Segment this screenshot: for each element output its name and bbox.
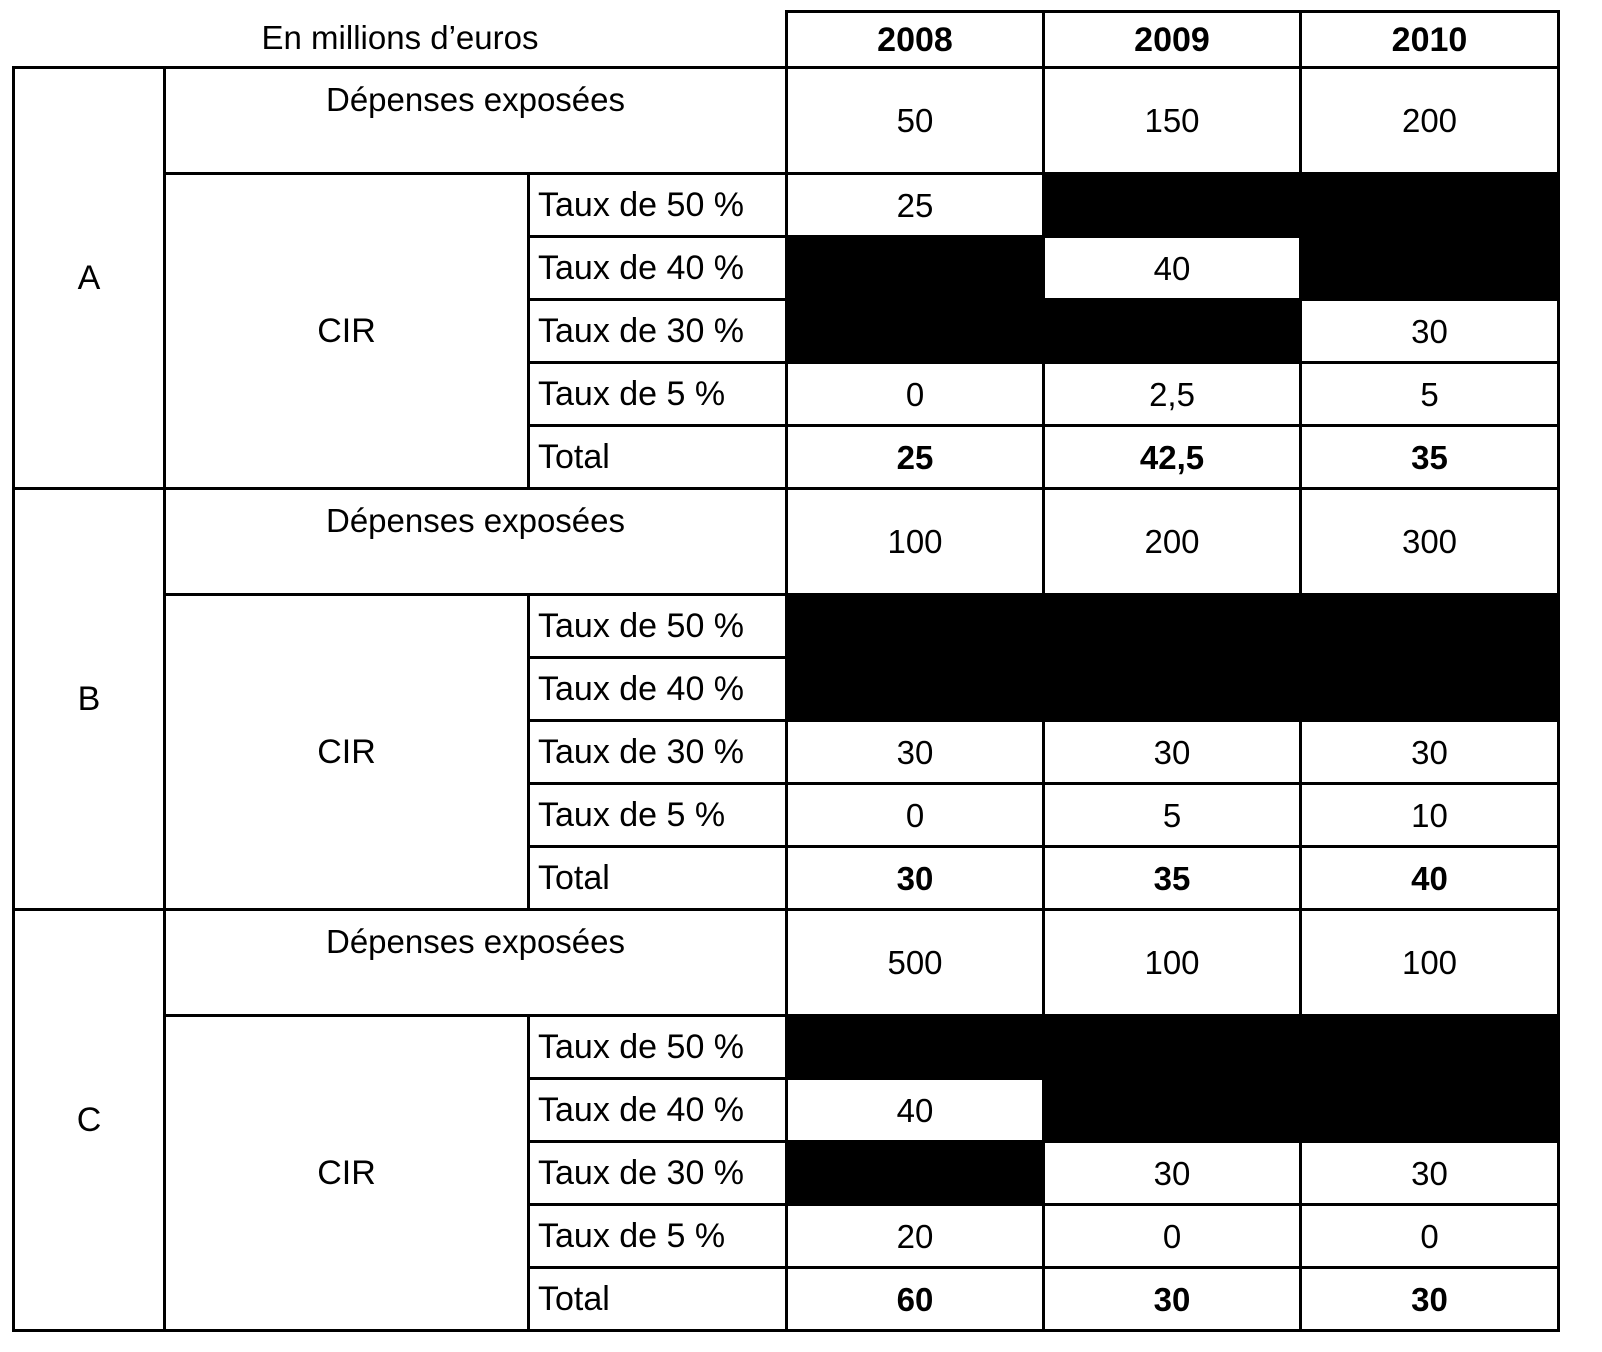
total-value: 35 [1301, 426, 1559, 489]
depenses-row [14, 910, 1559, 1016]
rate-row [14, 1016, 1559, 1079]
rate-value: 0 [1301, 1205, 1559, 1268]
rate-label: Taux de 40 % [529, 237, 787, 300]
rate-label: Taux de 50 % [529, 595, 787, 658]
depenses-label: Dépenses exposées [165, 68, 787, 174]
total-value: 42,5 [1044, 426, 1301, 489]
rate-value: 30 [1301, 300, 1559, 363]
total-value: 60 [787, 1268, 1044, 1331]
shaded-cell [787, 595, 1044, 658]
rate-value: 30 [1301, 721, 1559, 784]
shaded-cell [1301, 595, 1559, 658]
shaded-cell [1301, 237, 1559, 300]
depenses-value: 150 [1044, 68, 1301, 174]
rate-value: 0 [787, 784, 1044, 847]
total-value: 25 [787, 426, 1044, 489]
rate-value: 2,5 [1044, 363, 1301, 426]
rate-row [14, 174, 1559, 237]
rate-value: 0 [787, 363, 1044, 426]
shaded-cell [787, 300, 1044, 363]
total-label: Total [529, 426, 787, 489]
rate-label: Taux de 30 % [529, 1142, 787, 1205]
cir-label: CIR [165, 595, 529, 910]
rate-value: 40 [1044, 237, 1301, 300]
rate-value: 10 [1301, 784, 1559, 847]
depenses-value: 100 [787, 489, 1044, 595]
depenses-value: 100 [1044, 910, 1301, 1016]
header-row [14, 12, 1559, 68]
rate-label: Taux de 50 % [529, 1016, 787, 1079]
rate-value: 30 [1044, 1142, 1301, 1205]
shaded-cell [787, 1016, 1044, 1079]
depenses-value: 100 [1301, 910, 1559, 1016]
rate-value: 0 [1044, 1205, 1301, 1268]
total-value: 40 [1301, 847, 1559, 910]
shaded-cell [1044, 1016, 1301, 1079]
rate-value: 25 [787, 174, 1044, 237]
depenses-value: 50 [787, 68, 1044, 174]
company-label: B [14, 489, 165, 910]
depenses-row [14, 489, 1559, 595]
shaded-cell [1301, 658, 1559, 721]
shaded-cell [1301, 1016, 1559, 1079]
depenses-value: 300 [1301, 489, 1559, 595]
depenses-label: Dépenses exposées [165, 910, 787, 1016]
shaded-cell [787, 658, 1044, 721]
rate-value: 5 [1044, 784, 1301, 847]
company-label: A [14, 68, 165, 489]
total-label: Total [529, 1268, 787, 1331]
rate-label: Taux de 5 % [529, 363, 787, 426]
shaded-cell [1044, 595, 1301, 658]
total-value: 30 [1044, 1268, 1301, 1331]
shaded-cell [1301, 1079, 1559, 1142]
rate-value: 20 [787, 1205, 1044, 1268]
unit-caption: En millions d’euros [261, 19, 539, 56]
shaded-cell [1044, 174, 1301, 237]
rate-label: Taux de 5 % [529, 1205, 787, 1268]
shaded-cell [787, 1142, 1044, 1205]
depenses-value: 200 [1301, 68, 1559, 174]
year-header-2008: 2008 [787, 12, 1044, 68]
rate-row [14, 595, 1559, 658]
rate-label: Taux de 30 % [529, 300, 787, 363]
shaded-cell [787, 237, 1044, 300]
shaded-cell [1044, 300, 1301, 363]
year-header-2009: 2009 [1044, 12, 1301, 68]
company-label: C [14, 910, 165, 1331]
rate-value: 30 [787, 721, 1044, 784]
shaded-cell [1044, 1079, 1301, 1142]
depenses-row [14, 68, 1559, 174]
shaded-cell [1301, 174, 1559, 237]
rate-label: Taux de 40 % [529, 1079, 787, 1142]
rate-value: 30 [1044, 721, 1301, 784]
cir-table-body [14, 12, 1559, 1331]
rate-value: 30 [1301, 1142, 1559, 1205]
shaded-cell [1044, 658, 1301, 721]
cir-label: CIR [165, 174, 529, 489]
header-caption-cell [14, 12, 787, 68]
rate-label: Taux de 30 % [529, 721, 787, 784]
rate-label: Taux de 50 % [529, 174, 787, 237]
cir-table [12, 10, 1560, 1332]
cir-label: CIR [165, 1016, 529, 1331]
rate-label: Taux de 5 % [529, 784, 787, 847]
total-value: 30 [1301, 1268, 1559, 1331]
total-value: 30 [787, 847, 1044, 910]
rate-value: 40 [787, 1079, 1044, 1142]
total-label: Total [529, 847, 787, 910]
rate-value: 5 [1301, 363, 1559, 426]
year-header-2010: 2010 [1301, 12, 1559, 68]
total-value: 35 [1044, 847, 1301, 910]
depenses-label: Dépenses exposées [165, 489, 787, 595]
depenses-value: 500 [787, 910, 1044, 1016]
rate-label: Taux de 40 % [529, 658, 787, 721]
depenses-value: 200 [1044, 489, 1301, 595]
